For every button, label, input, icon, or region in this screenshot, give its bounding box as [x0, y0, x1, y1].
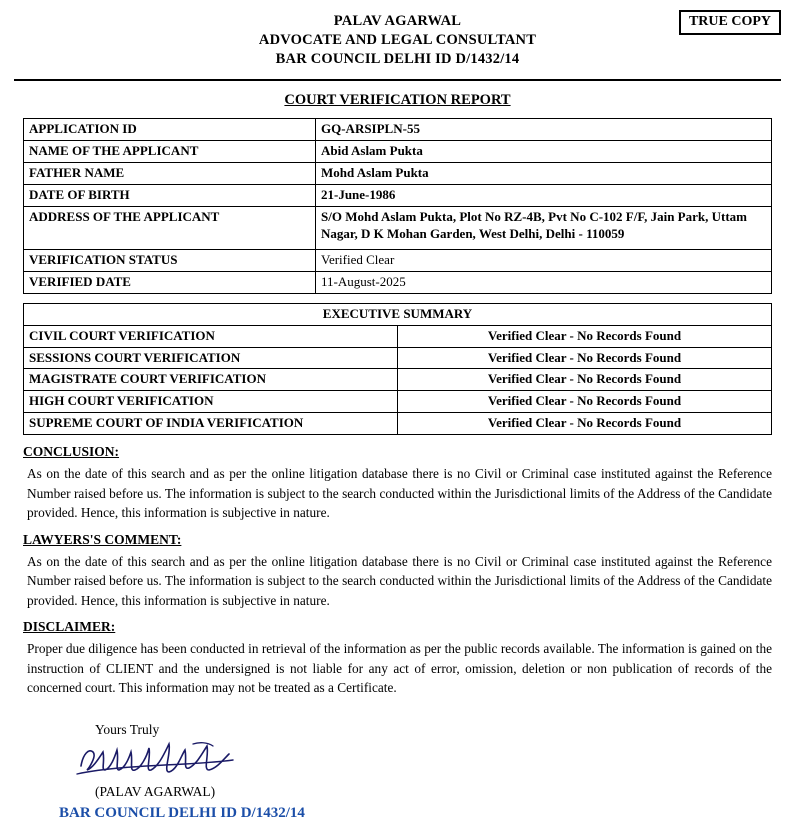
- table-row: [24, 141, 772, 163]
- row-label: MAGISTRATE COURT VERIFICATION: [24, 369, 398, 391]
- status-badge: Verified Clear - No Records Found: [398, 347, 772, 369]
- table-header-row: [24, 303, 772, 325]
- table-row: [24, 185, 772, 207]
- letterhead-name: PALAV AGARWAL: [333, 13, 462, 29]
- lawyers-comment-section: [23, 532, 772, 611]
- disclaimer-section: [23, 619, 772, 698]
- executive-summary-table: [23, 303, 772, 435]
- salutation: Yours Truly: [95, 721, 160, 737]
- disclaimer-title: DISCLAIMER:: [23, 619, 116, 635]
- conclusion-body: As on the date of this search and as per the online litigation database there is no Civil or Criminal case instituted against the Reference Number raised before us. The information is subject to the search conducted within the Jurisdictional limits of the Address of the Candidate provided. Hence, this information is subjective in nature.: [27, 466, 772, 521]
- row-label: FATHER NAME: [24, 163, 316, 185]
- signer-name: (PALAV AGARWAL): [95, 783, 216, 799]
- true-copy-stamp: TRUE COPY: [679, 10, 781, 35]
- row-value: 11-August-2025: [316, 271, 772, 293]
- table-gap: [14, 294, 781, 303]
- row-label: ADDRESS OF THE APPLICANT: [24, 206, 316, 249]
- row-label: VERIFIED DATE: [24, 271, 316, 293]
- handwritten-signature-icon: [73, 738, 263, 784]
- lawyers-comment-body: As on the date of this search and as per the online litigation database there is no Civil or Criminal case instituted against the Reference Number raised before us. The information is subject to the search conducted within the Jurisdictional limits of the Address of the Candidate provided. Hence, this information is subjective in nature.: [27, 553, 772, 608]
- table-row: [24, 206, 772, 249]
- table-row: [24, 413, 772, 435]
- signature-image: [73, 738, 772, 784]
- table-row: [24, 347, 772, 369]
- row-label: APPLICATION ID: [24, 119, 316, 141]
- table-row: [24, 163, 772, 185]
- table-row: [24, 391, 772, 413]
- row-label: DATE OF BIRTH: [24, 185, 316, 207]
- status-badge: Verified Clear - No Records Found: [398, 413, 772, 435]
- applicant-details-table: [23, 118, 772, 293]
- table-row: [24, 271, 772, 293]
- row-label: HIGH COURT VERIFICATION: [24, 391, 398, 413]
- letterhead: [14, 0, 781, 69]
- status-badge: Verified Clear - No Records Found: [398, 325, 772, 347]
- row-value: S/O Mohd Aslam Pukta, Plot No RZ-4B, Pvt No C-102 F/F, Jain Park, Uttam Nagar, D K Mohan Garden, West Delhi, Delhi - 110059: [316, 206, 772, 249]
- letterhead-bar-council: BAR COUNCIL DELHI ID D/1432/14: [275, 51, 520, 68]
- page-title: COURT VERIFICATION REPORT: [284, 92, 511, 109]
- row-value: 21-June-1986: [316, 185, 772, 207]
- lawyers-comment-title: LAWYERS'S COMMENT:: [23, 531, 182, 547]
- row-label: NAME OF THE APPLICANT: [24, 141, 316, 163]
- table-row: [24, 119, 772, 141]
- row-value: Abid Aslam Pukta: [316, 141, 772, 163]
- table-row: [24, 369, 772, 391]
- row-value: Mohd Aslam Pukta: [316, 163, 772, 185]
- table-row: [24, 249, 772, 271]
- row-label: CIVIL COURT VERIFICATION: [24, 325, 398, 347]
- header-divider: [14, 79, 781, 81]
- disclaimer-body: Proper due diligence has been conducted in retrieval of the information as per the public records available. The information is gained on the instruction of CLIENT and the undersigned is not liable for any act of error, omission, deletion or non publication of records of the concerned court. This information may not be treated as a Certificate.: [27, 641, 772, 696]
- row-label: VERIFICATION STATUS: [24, 249, 316, 271]
- status-badge: Verified Clear - No Records Found: [398, 369, 772, 391]
- conclusion-section: [23, 444, 772, 523]
- status-badge: Verified Clear - No Records Found: [398, 391, 772, 413]
- row-label: SESSIONS COURT VERIFICATION: [24, 347, 398, 369]
- footer-bar-council: BAR COUNCIL DELHI ID D/1432/14: [59, 804, 305, 821]
- signature-block: [23, 722, 772, 822]
- row-value: Verified Clear: [316, 249, 772, 271]
- executive-summary-heading: EXECUTIVE SUMMARY: [24, 303, 772, 325]
- table-row: [24, 325, 772, 347]
- row-value: GQ-ARSIPLN-55: [316, 119, 772, 141]
- letterhead-designation: ADVOCATE AND LEGAL CONSULTANT: [258, 32, 537, 49]
- conclusion-title: CONCLUSION:: [23, 444, 120, 460]
- row-label: SUPREME COURT OF INDIA VERIFICATION: [24, 413, 398, 435]
